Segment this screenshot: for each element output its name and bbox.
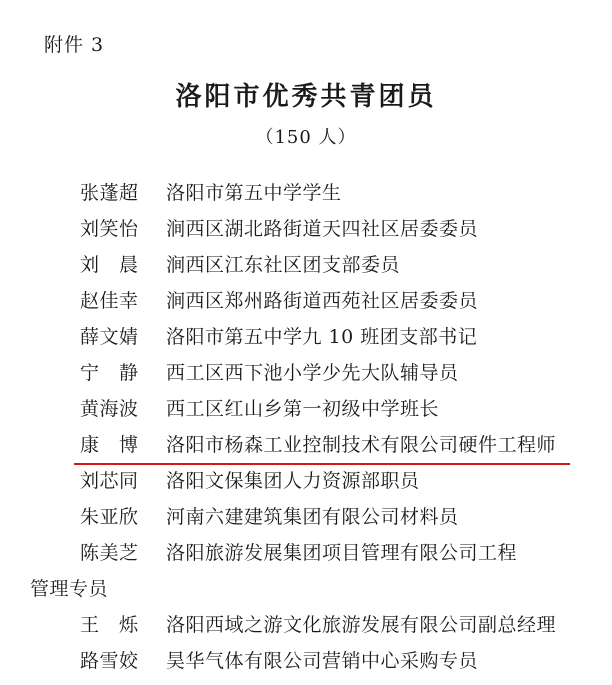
list-item-highlighted xyxy=(0,430,612,466)
list-item xyxy=(0,466,612,502)
entry-name: 刘 晨 xyxy=(80,254,139,276)
page-subtitle: （150 人） xyxy=(255,127,357,148)
entry-description: 涧西区湖北路街道天四社区居委委员 xyxy=(166,218,479,240)
entry-description: 涧西区江东社区团支部委员 xyxy=(166,254,401,276)
entry-description: 洛阳市第五中学九 10 班团支部书记 xyxy=(166,326,478,348)
entry-name: 刘笑怡 xyxy=(80,218,139,240)
list-item xyxy=(0,322,612,358)
attachment-label: 附件 3 xyxy=(44,34,105,56)
list-item xyxy=(0,358,612,394)
entry-description: 昊华气体有限公司营销中心采购专员 xyxy=(166,650,479,672)
list-item xyxy=(0,178,612,214)
list-item xyxy=(0,646,612,682)
entry-name: 薛文婧 xyxy=(80,326,139,348)
list-item xyxy=(0,610,612,646)
entry-name: 朱亚欣 xyxy=(80,506,139,528)
list-item xyxy=(0,394,612,430)
entry-description: 西工区西下池小学少先大队辅导员 xyxy=(166,362,459,384)
list-item xyxy=(0,502,612,538)
list-item xyxy=(0,538,612,574)
list-item xyxy=(0,286,612,322)
entry-name: 黄海波 xyxy=(80,398,139,420)
entry-name: 王 烁 xyxy=(80,614,139,636)
list-item xyxy=(0,214,612,250)
red-underline-mark xyxy=(74,463,570,465)
entry-name: 宁 静 xyxy=(80,362,139,384)
entry-description: 河南六建建筑集团有限公司材料员 xyxy=(166,506,459,528)
entry-name: 赵佳幸 xyxy=(80,290,139,312)
entry-name: 陈美芝 xyxy=(80,542,139,564)
entry-description: 洛阳西域之游文化旅游发展有限公司副总经理 xyxy=(166,614,557,636)
entry-description: 涧西区郑州路街道西苑社区居委委员 xyxy=(166,290,479,312)
list-item xyxy=(0,250,612,286)
entry-description: 西工区红山乡第一初级中学班长 xyxy=(166,398,440,420)
entry-name: 康 博 xyxy=(80,434,139,456)
entry-name: 路雪姣 xyxy=(80,650,139,672)
entry-name: 张蓬超 xyxy=(80,182,139,204)
page-title: 洛阳市优秀共青团员 xyxy=(175,82,437,112)
entry-description: 洛阳文保集团人力资源部职员 xyxy=(166,470,420,492)
entry-description: 洛阳市第五中学学生 xyxy=(166,182,342,204)
entry-name: 刘芯同 xyxy=(80,470,139,492)
entry-description: 洛阳旅游发展集团项目管理有限公司工程 xyxy=(166,542,518,564)
entry-description: 洛阳市杨森工业控制技术有限公司硬件工程师 xyxy=(166,434,557,456)
entry-description-continuation: 管理专员 xyxy=(30,578,109,600)
name-list xyxy=(0,178,612,682)
